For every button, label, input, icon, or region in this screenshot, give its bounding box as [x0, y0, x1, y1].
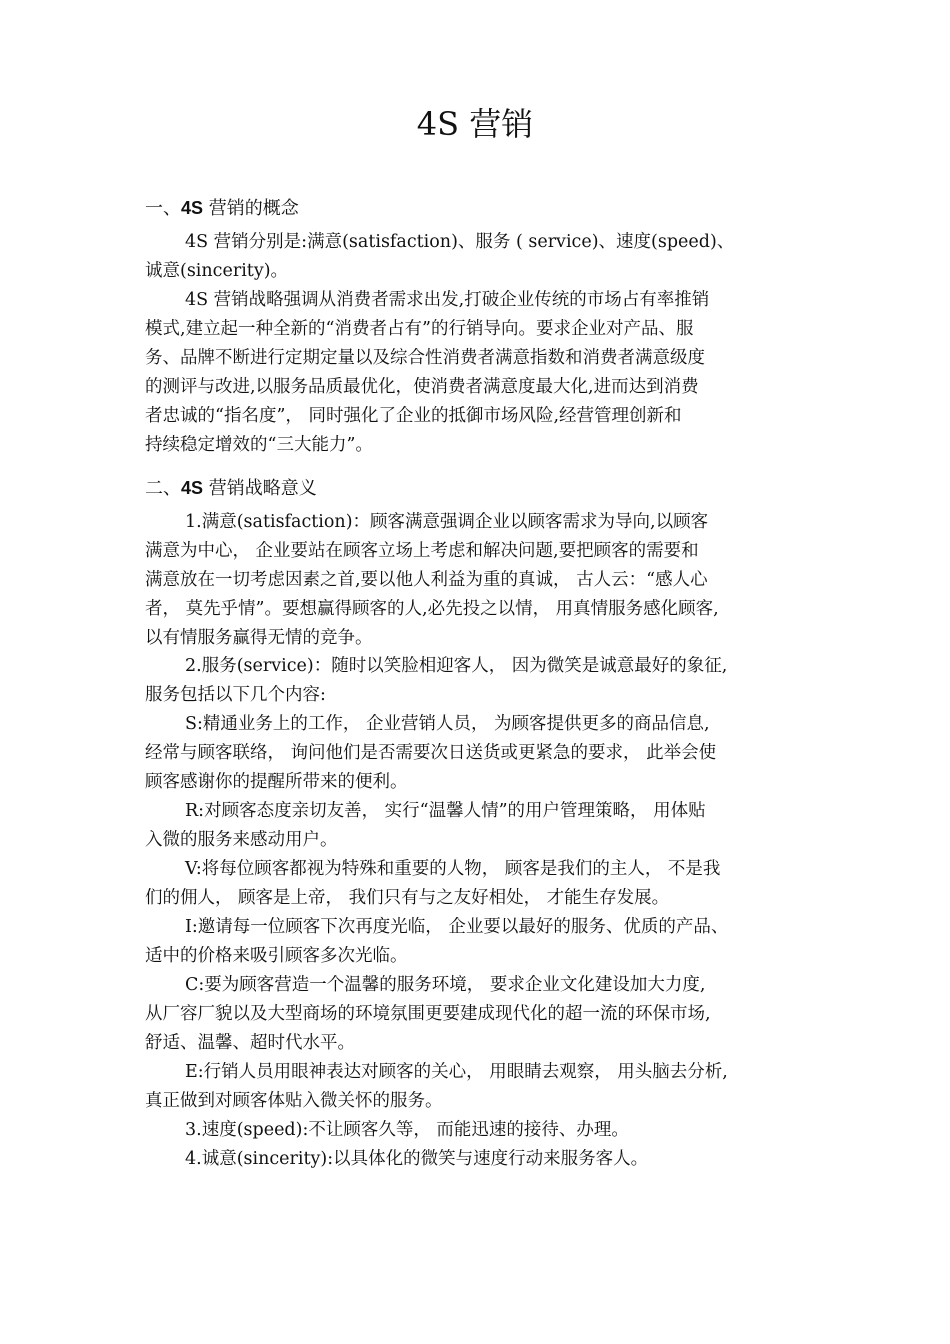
paragraph-line: 从厂容厂貌以及大型商场的环境氛围更要建成现代化的超一流的环保市场, — [145, 1004, 711, 1024]
section-1-number: 一、 — [145, 198, 181, 219]
section-1-label: 营销的概念 — [203, 198, 299, 219]
paragraph-line: E:行销人员用眼神表达对顾客的关心， 用眼睛去观察， 用头脑去分析, — [185, 1062, 728, 1082]
paragraph-line: 服务包括以下几个内容: — [145, 685, 326, 705]
paragraph-line: 舒适、温馨、超时代水平。 — [145, 1033, 355, 1053]
section-2-paragraph-e — [145, 1058, 820, 1116]
section-2-4s: 4S — [181, 478, 204, 498]
section-2-number: 二、 — [145, 478, 181, 499]
paragraph-line: 4S 营销战略强调从消费者需求出发,打破企业传统的市场占有率推销 — [185, 290, 710, 310]
paragraph-line: 顾客感谢你的提醒所带来的便利。 — [145, 772, 408, 792]
paragraph-line: 持续稳定增效的“三大能力”。 — [145, 435, 373, 455]
paragraph-line: 诚意(sincerity)。 — [145, 261, 289, 281]
paragraph-line: I:邀请每一位顾客下次再度光临， 企业要以最好的服务、优质的产品、 — [185, 917, 729, 937]
paragraph-line: 4.诚意(sincerity):以具体化的微笑与速度行动来服务客人。 — [185, 1149, 649, 1169]
paragraph-line: 的测评与改进,以服务品质最优化，使消费者满意度最大化,进而达到消费 — [145, 377, 699, 397]
paragraph-line: V:将每位顾客都视为特殊和重要的人物， 顾客是我们的主人， 不是我 — [185, 859, 721, 879]
paragraph-line: 模式,建立起一种全新的“消费者占有”的行销导向。要求企业对产品、服 — [145, 319, 694, 339]
section-2-paragraph-sincerity — [145, 1145, 820, 1174]
section-1-paragraph-2 — [145, 286, 820, 460]
section-2-paragraph-2 — [145, 652, 820, 710]
paragraph-line: 4S 营销分别是:满意(satisfaction)、服务 ( service)、速度(speed)、 — [185, 232, 735, 252]
paragraph-line: 经常与顾客联络， 询问他们是否需要次日送货或更紧急的要求， 此举会使 — [145, 743, 717, 763]
section-2-heading — [145, 475, 317, 502]
paragraph-line: 1.满意(satisfaction)：顾客满意强调企业以顾客需求为导向,以顾客 — [185, 512, 709, 532]
paragraph-line: 者忠诚的“指名度”， 同时强化了企业的抵御市场风险,经营管理创新和 — [145, 406, 682, 426]
paragraph-line: 满意放在一切考虑因素之首,要以他人利益为重的真诚， 古人云：“感人心 — [145, 570, 708, 590]
section-1-4s: 4S — [181, 198, 204, 218]
paragraph-line: R:对顾客态度亲切友善， 实行“温馨人情”的用户管理策略， 用体贴 — [185, 801, 706, 821]
paragraph-line: 真正做到对顾客体贴入微关怀的服务。 — [145, 1091, 443, 1111]
section-1-paragraph-1 — [145, 228, 820, 286]
section-2-paragraph-c — [145, 971, 820, 1058]
section-2-paragraph-v — [145, 855, 820, 913]
section-1-heading — [145, 195, 299, 222]
section-2-paragraph-r — [145, 797, 820, 855]
section-2-paragraph-speed — [145, 1116, 820, 1145]
paragraph-line: 入微的服务来感动用户。 — [145, 830, 338, 850]
paragraph-line: 们的佣人， 顾客是上帝， 我们只有与之友好相处， 才能生存发展。 — [145, 888, 670, 908]
document-title: 4S 营销 — [416, 105, 534, 143]
paragraph-line: 3.速度(speed):不让顾客久等， 而能迅速的接待、办理。 — [185, 1120, 629, 1140]
section-2-paragraph-i — [145, 913, 820, 971]
section-2-paragraph-s — [145, 710, 820, 797]
section-2-paragraph-1 — [145, 508, 820, 653]
paragraph-line: 者， 莫先乎情”。要想赢得顾客的人,必先投之以情， 用真情服务感化顾客, — [145, 599, 719, 619]
paragraph-line: 适中的价格来吸引顾客多次光临。 — [145, 946, 408, 966]
paragraph-line: 满意为中心， 企业要站在顾客立场上考虑和解决问题,要把顾客的需要和 — [145, 541, 699, 561]
section-2-label: 营销战略意义 — [203, 478, 317, 499]
paragraph-line: S:精通业务上的工作， 企业营销人员， 为顾客提供更多的商品信息, — [185, 714, 710, 734]
paragraph-line: 务、品牌不断进行定期定量以及综合性消费者满意指数和消费者满意级度 — [145, 348, 705, 368]
paragraph-line: 2.服务(service)：随时以笑脸相迎客人， 因为微笑是诚意最好的象征, — [185, 656, 728, 676]
paragraph-line: C:要为顾客营造一个温馨的服务环境， 要求企业文化建设加大力度, — [185, 975, 706, 995]
paragraph-line: 以有情服务赢得无情的竞争。 — [145, 628, 373, 648]
